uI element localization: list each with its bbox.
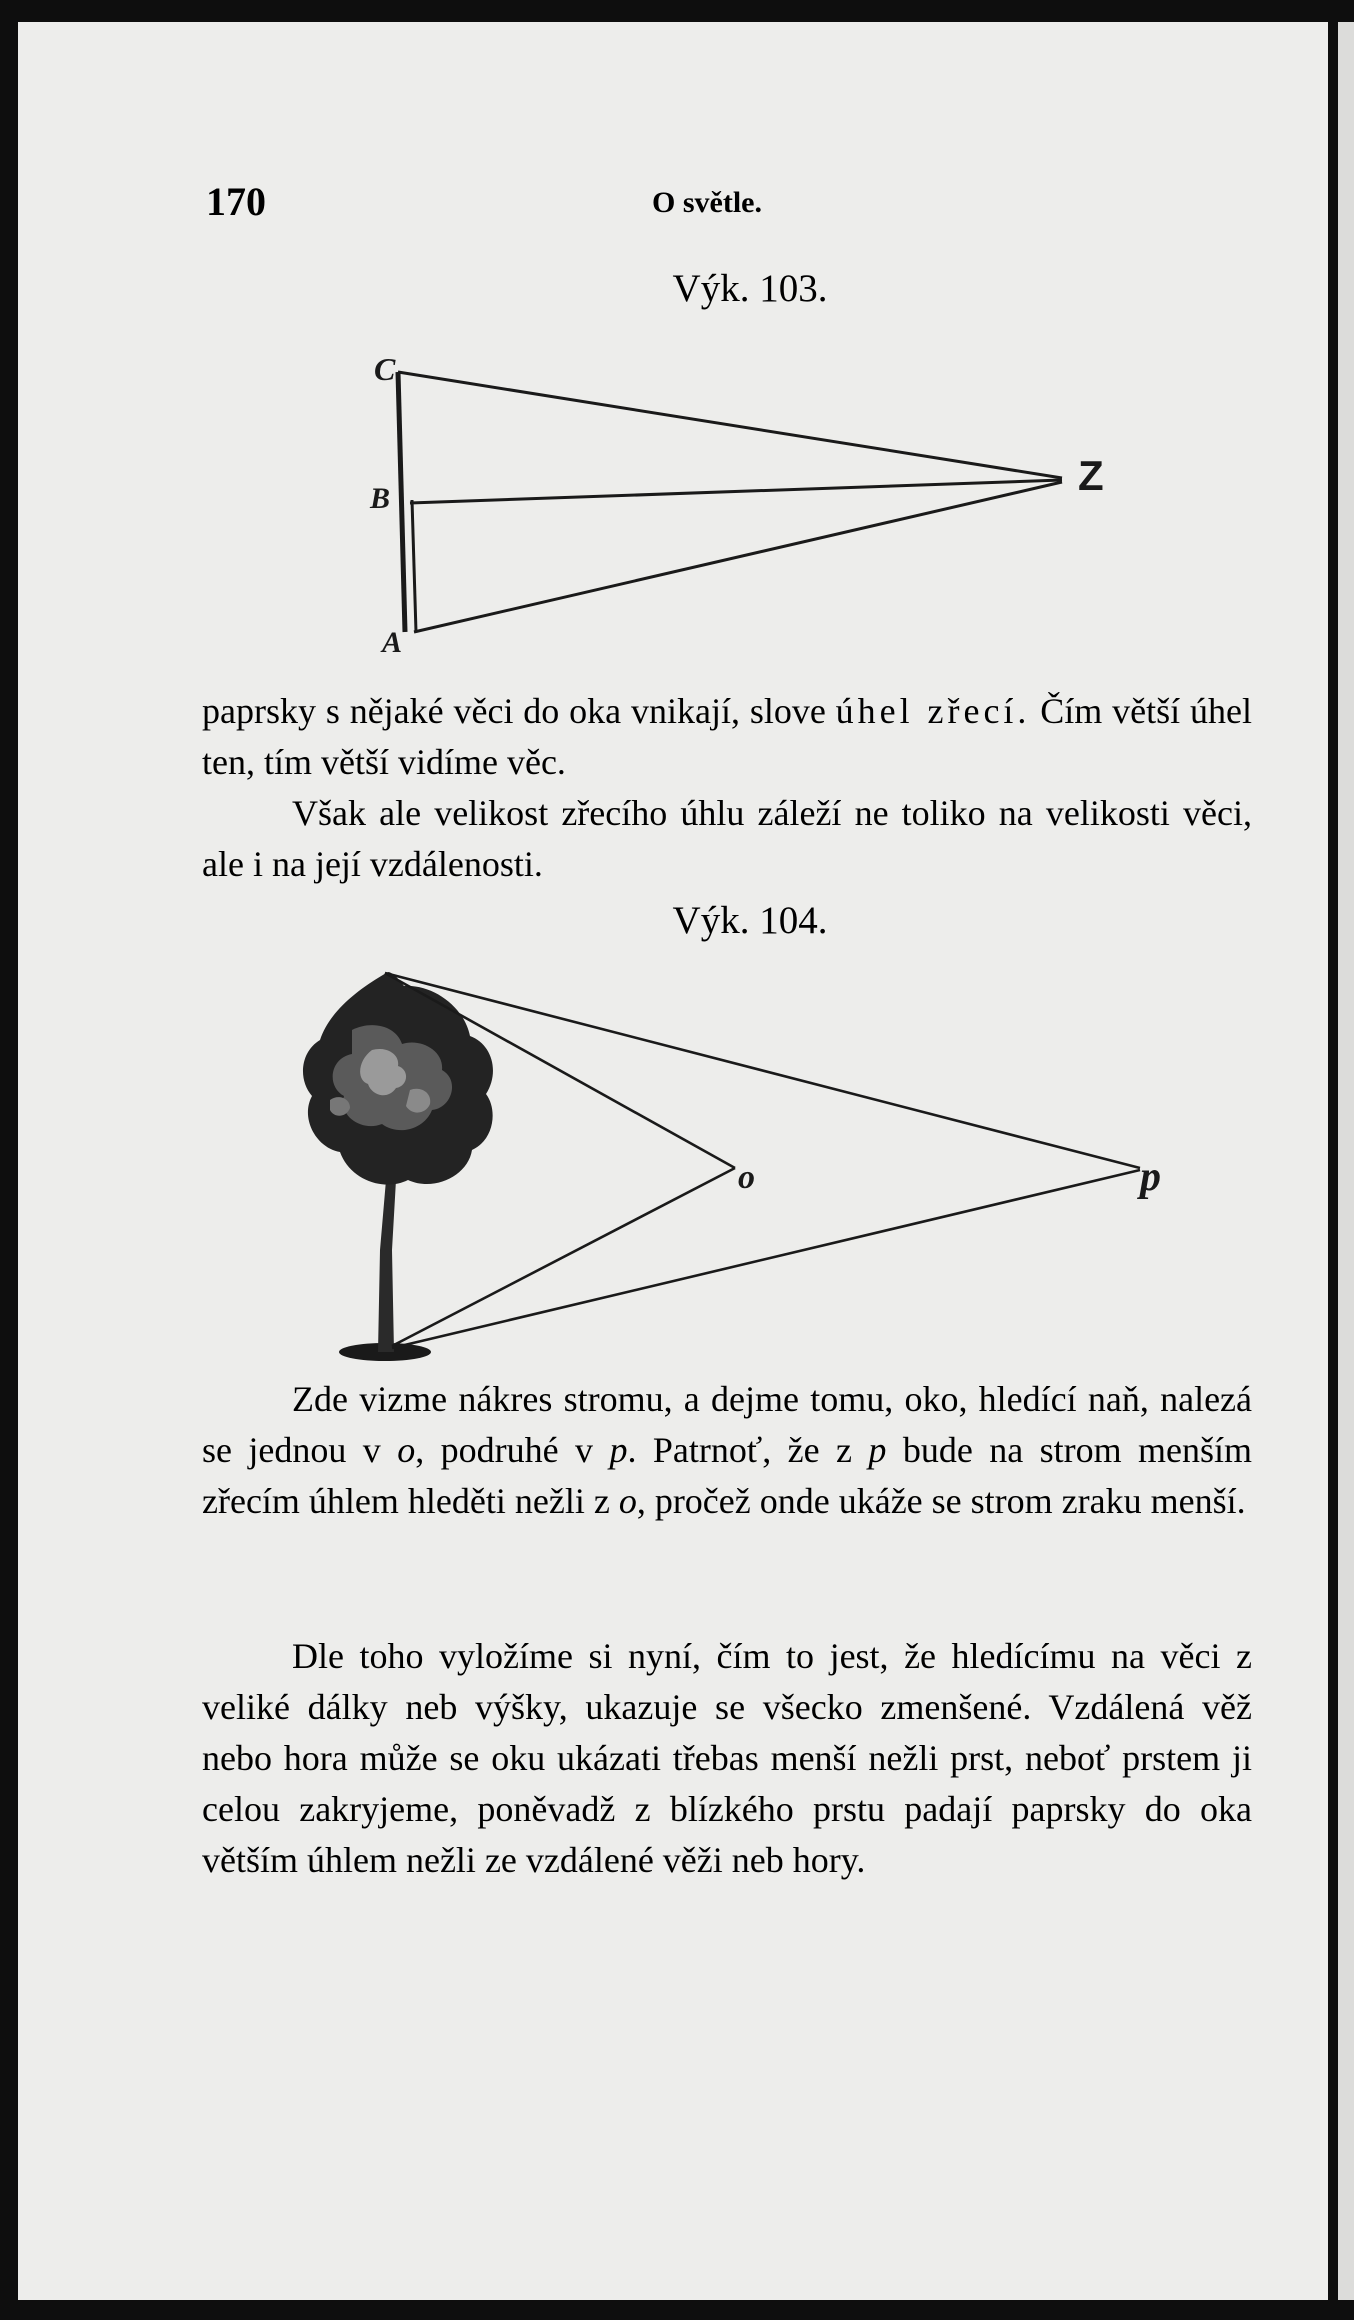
point-a-label: A	[382, 626, 403, 659]
page-number: 170	[206, 179, 266, 224]
point-p-label: p	[1140, 1154, 1161, 1200]
paragraph-3-text-5: , pročež onde ukáže se strom zraku menší.	[636, 1481, 1246, 1521]
ray-base-p	[392, 1170, 1140, 1348]
point-b-label: B	[370, 482, 391, 515]
symbol-p: p	[609, 1430, 628, 1470]
figure-104-caption: Výk. 104.	[672, 899, 828, 942]
paragraph-1-text-a: paprsky s nějaké věci do oka vnikají, slove	[202, 691, 836, 731]
point-z-label: Z	[1078, 452, 1104, 499]
point-o-label: o	[738, 1159, 755, 1196]
paragraph-3	[202, 1374, 1252, 1527]
running-title: O světle.	[652, 186, 762, 219]
tree-illustration	[303, 972, 493, 1361]
ray-c-z	[398, 372, 1062, 478]
ray-b-z	[410, 480, 1062, 503]
figure-104-diagram	[303, 972, 1140, 1361]
ray-a-z	[414, 482, 1062, 632]
term-uhel-zreci: úhel zřecí.	[835, 691, 1031, 731]
ray-top-p	[385, 973, 1140, 1168]
paragraph-3-text-2: , podruhé v	[415, 1430, 610, 1470]
paragraph-4: Dle toho vyložíme si nyní, čím to jest, že hledícímu na věci z veliké dálky neb výšky, ukazuje se všecko zmenšené. Vzdálená věž nebo hora může se oku ukázati třebas menší nežli prst, neboť prstem ji celou zakryjeme, poněvadž z blízkého prstu padají paprsky do oka větším úhlem nežli ze vzdálené věži neb hory.	[202, 1636, 1252, 1880]
symbol-o: o	[397, 1430, 416, 1470]
paragraph-2: Však ale velikost zřecího úhlu záleží ne toliko na velikosti věci, ale i na její vzdálenosti.	[202, 793, 1252, 884]
paragraph-3-text-1: Zde vizme nákres stromu, a dejme tomu, oko, hledící naň, nalezá se jednou v	[202, 1379, 1252, 1470]
symbol-p: p	[868, 1430, 887, 1470]
paragraph-3-text-4: bude na strom menším zřecím úhlem hleděti nežli z	[202, 1430, 1253, 1521]
figure-103-diagram	[398, 372, 1062, 632]
paragraph-3-text-3: . Patrnoť, že z	[627, 1430, 869, 1470]
paragraph-1-text-b: Čím větší úhel ten, tím větší vidíme věc.	[202, 691, 1252, 782]
object-line-ba	[412, 500, 416, 632]
ray-base-o	[392, 1168, 735, 1346]
object-line-ca	[398, 372, 405, 632]
symbol-o: o	[618, 1481, 637, 1521]
figure-103-caption: Výk. 103.	[672, 267, 828, 310]
paragraph-1	[202, 686, 1252, 788]
point-c-label: C	[374, 351, 396, 387]
